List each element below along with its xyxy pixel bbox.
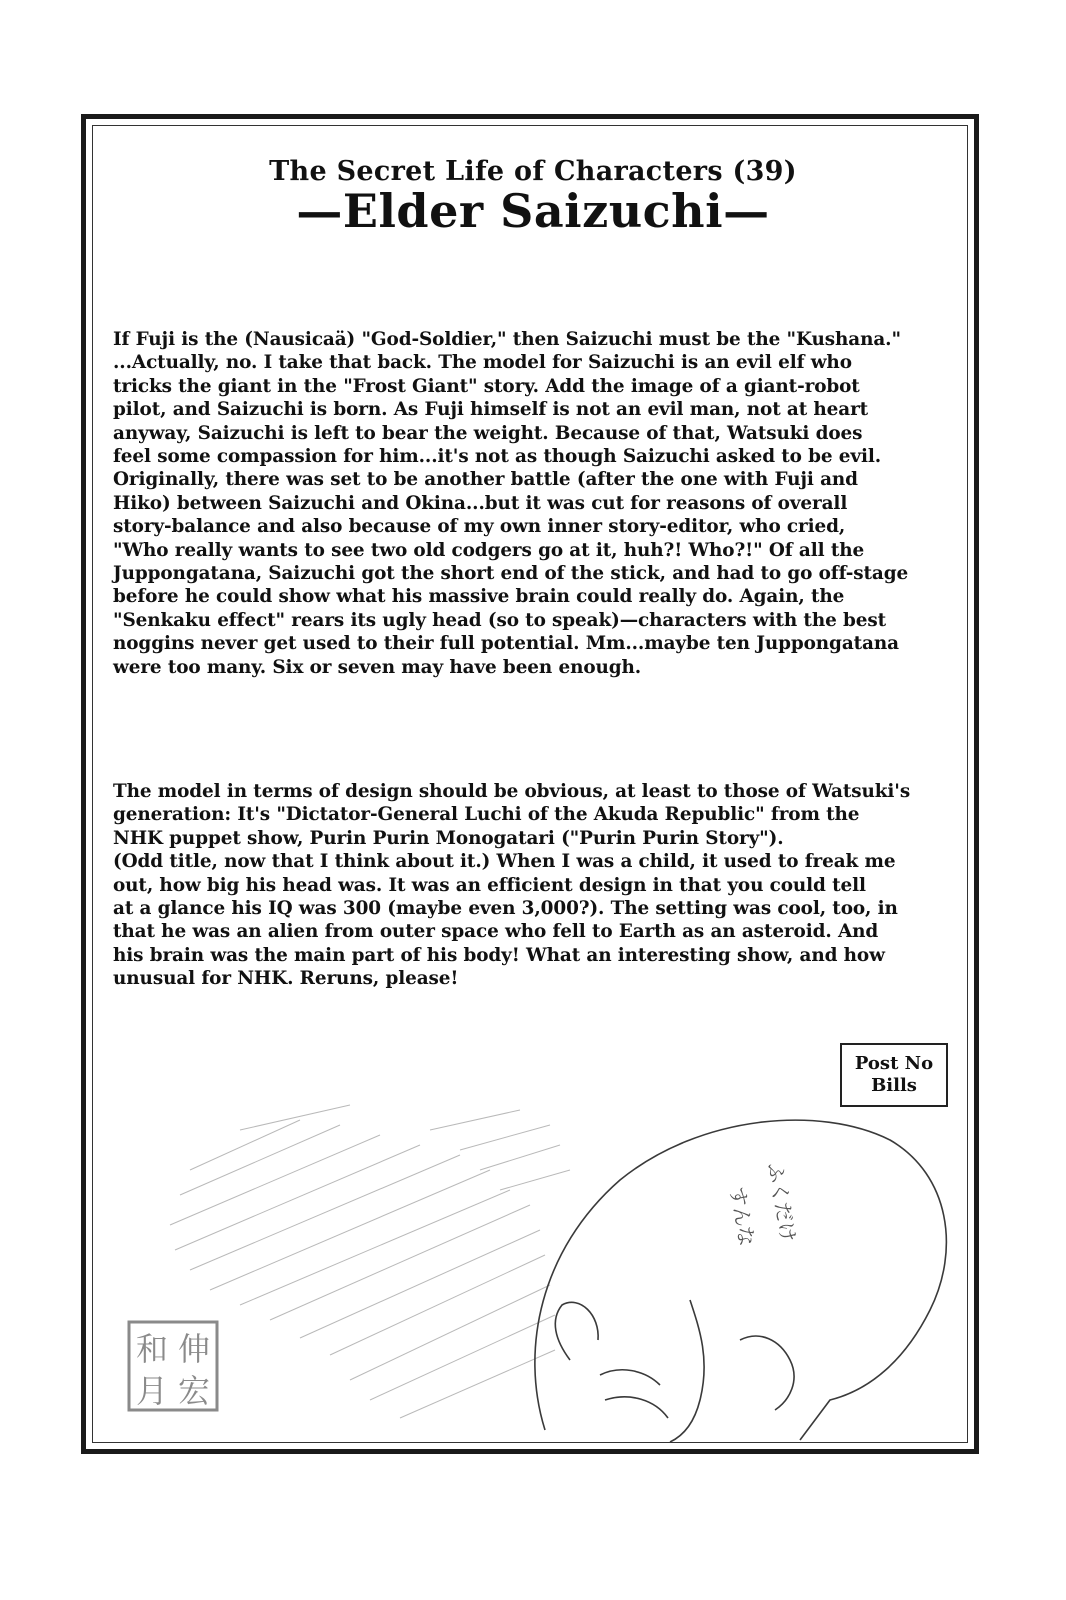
seal-glyph: 宏 <box>177 1372 211 1410</box>
paragraph-line: anyway, Saizuchi is left to bear the weight. Because of that, Watsuki does <box>113 422 863 444</box>
seal-glyph: 和 <box>135 1330 169 1368</box>
paragraph-line: were too many. Six or seven may have been enough. <box>113 656 642 678</box>
paragraph-line: tricks the giant in the "Frost Giant" story. Add the image of a giant-robot <box>113 375 860 397</box>
paragraph-line: If Fuji is the (Nausicaä) "God-Soldier," then Saizuchi must be the "Kushana." <box>113 329 901 350</box>
title-block <box>0 156 1066 238</box>
paragraph-line: The model in terms of design should be obvious, at least to those of Watsuki's <box>113 781 911 802</box>
paragraph-line: feel some compassion for him...it's not as though Saizuchi asked to be evil. <box>113 446 882 468</box>
paragraph-line: NHK puppet show, Purin Purin Monogatari ("Purin Purin Story"). <box>113 827 784 849</box>
paragraph-line: Juppongatana, Saizuchi got the short end of the stick, and had to go off-stage <box>113 563 909 585</box>
paragraph-1 <box>113 328 939 679</box>
paragraph-line: out, how big his head was. It was an efficient design in that you could tell <box>113 874 866 896</box>
paragraph-line: noggins never get used to their full potential. Mm...maybe ten Juppongatana <box>113 633 899 655</box>
paragraph-line: that he was an alien from outer space who fell to Earth as an asteroid. And <box>113 921 879 943</box>
paragraph-2 <box>113 780 939 991</box>
paragraph-line: unusual for NHK. Reruns, please! <box>113 968 459 990</box>
sketch-handwriting <box>725 1161 801 1248</box>
paragraph-line: at a glance his IQ was 300 (maybe even 3,000?). The setting was cool, too, in <box>113 898 898 920</box>
hatching-lines <box>170 1105 570 1418</box>
seal-glyph: 月 <box>135 1372 169 1410</box>
paragraph-line: before he could show what his massive brain could really do. Again, the <box>113 586 845 608</box>
paragraph-line: story-balance and also because of my own inner story-editor, who cried, <box>113 516 846 538</box>
handwriting-2: すんな <box>725 1184 760 1248</box>
paragraph-line: ...Actually, no. I take that back. The model for Saizuchi is an evil elf who <box>113 352 852 374</box>
paragraph-line: his brain was the main part of his body! What an interesting show, and how <box>113 944 885 966</box>
character-title: —Elder Saizuchi— <box>296 184 770 238</box>
paragraph-line: Originally, there was set to be another battle (after the one with Fuji and <box>113 469 858 491</box>
paragraph-line: (Odd title, now that I think about it.) When I was a child, it used to freak me <box>113 851 896 873</box>
saizuchi-sketch <box>100 1100 970 1445</box>
seal-glyph: 伸 <box>177 1330 211 1368</box>
head-outline <box>535 1120 946 1442</box>
paragraph-line: generation: It's "Dictator-General Luchi of the Akuda Republic" from the <box>113 804 860 826</box>
artist-seal-stamp <box>127 1320 219 1412</box>
paragraph-line: Hiko) between Saizuchi and Okina...but it was cut for reasons of overall <box>113 492 848 514</box>
paragraph-line: "Senkaku effect" rears its ugly head (so to speak)—characters with the best <box>113 609 886 631</box>
paragraph-line: pilot, and Saizuchi is born. As Fuji himself is not an evil man, not at heart <box>113 399 869 421</box>
series-title: The Secret Life of Characters (39) <box>269 156 797 187</box>
paragraph-line: "Who really wants to see two old codgers go at it, huh?! Who?!" Of all the <box>113 539 865 561</box>
notice-line-1: Post No <box>854 1053 934 1074</box>
post-no-bills-sign <box>840 1043 948 1107</box>
notice-line-2: Bills <box>871 1075 917 1096</box>
handwriting-1: ふくだけ <box>763 1160 801 1244</box>
seal-glyphs <box>136 1330 210 1410</box>
